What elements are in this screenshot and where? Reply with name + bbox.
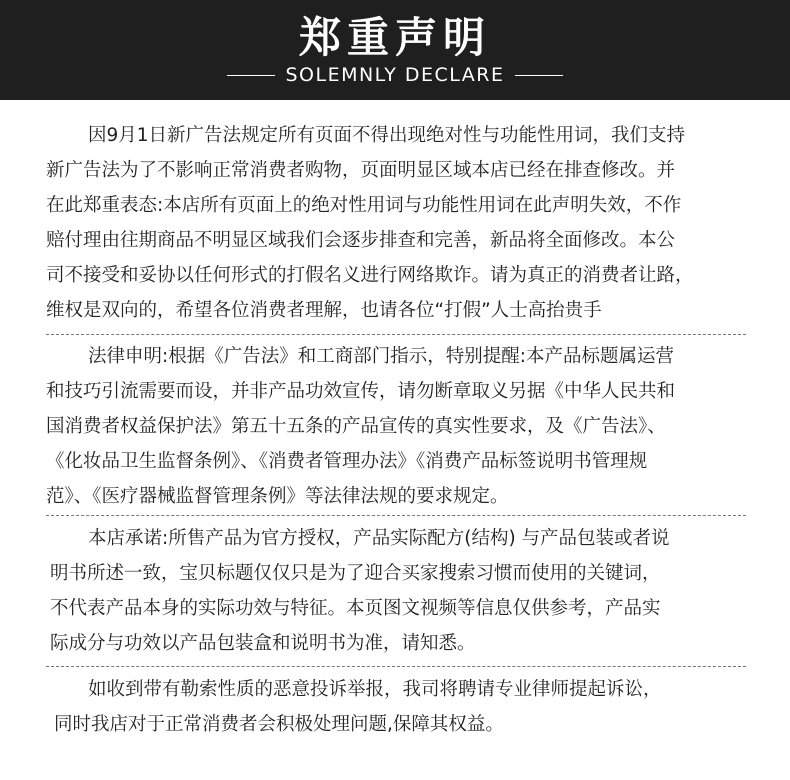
store-promise-line: 本店承诺:所售产品为官方授权，产品实际配方(结构) 与产品包装或者说	[88, 528, 670, 549]
dashed-divider	[46, 666, 746, 667]
subtitle-left-rule	[227, 75, 275, 76]
declaration-line: 新广告法为了不影响正常消费者购物，页面明显区域本店已经在排查修改。并	[46, 160, 676, 181]
header-banner	[0, 0, 790, 100]
page-title: 郑重声明	[298, 13, 491, 62]
complaint-notice-line: 同时我店对于正常消费者会积极处理问题,保障其权益。	[54, 714, 504, 735]
store-promise-line: 际成分与功效以产品包装盒和说明书为准，请知悉。	[50, 633, 476, 654]
legal-statement-line: 范》、《医疗器械监督管理条例》等法律法规的要求规定。	[46, 486, 509, 507]
store-promise-line: 不代表产品本身的实际功效与特征。本页图文视频等信息仅供参考，产品实	[50, 598, 661, 619]
legal-statement-line: 国消费者权益保护法》第五十五条的产品宣传的真实性要求，及《广告法》、	[46, 416, 666, 437]
subtitle-row	[0, 63, 790, 87]
store-promise-line: 明书所述一致，宝贝标题仅仅只是为了迎合买家搜索习惯而使用的关键词，	[50, 563, 661, 584]
legal-statement-line: 和技巧引流需要而设，并非产品功效宣传，请勿断章取义另据《中华人民共和	[46, 381, 676, 402]
legal-statement-section	[46, 339, 756, 514]
dashed-divider	[46, 334, 746, 335]
complaint-notice-section	[46, 672, 756, 742]
store-promise-section	[46, 521, 756, 661]
declaration-line: 因9月1日新广告法规定所有页面不得出现绝对性与功能性用词，我们支持	[88, 125, 686, 146]
declaration-line: 维权是双向的，希望各位消费者理解，也请各位“打假”人士高抬贵手	[46, 300, 602, 321]
declaration-line: 赔付理由往期商品不明显区域我们会逐步排查和完善，新品将全面修改。本公	[46, 230, 676, 251]
declaration-line: 在此郑重表态:本店所有页面上的绝对性用词与功能性用词在此声明失效，不作	[46, 195, 682, 216]
declaration-line: 司不接受和妥协以任何形式的打假名义进行网络欺诈。请为真正的消费者让路，	[46, 265, 694, 286]
subtitle-right-rule	[515, 75, 563, 76]
declaration-section	[46, 118, 756, 328]
complaint-notice-line: 如收到带有勒索性质的恶意投诉举报，我司将聘请专业律师提起诉讼，	[88, 679, 662, 700]
legal-statement-line: 《化妆品卫生监督条例》、《消费者管理办法》《消费产品标签说明书管理规	[46, 451, 648, 472]
page-subtitle: SOLEMNLY DECLARE	[285, 64, 505, 86]
dashed-divider	[46, 515, 746, 516]
legal-statement-line: 法律申明:根据《广告法》和工商部门指示，特别提醒:本产品标题属运营	[88, 346, 674, 367]
